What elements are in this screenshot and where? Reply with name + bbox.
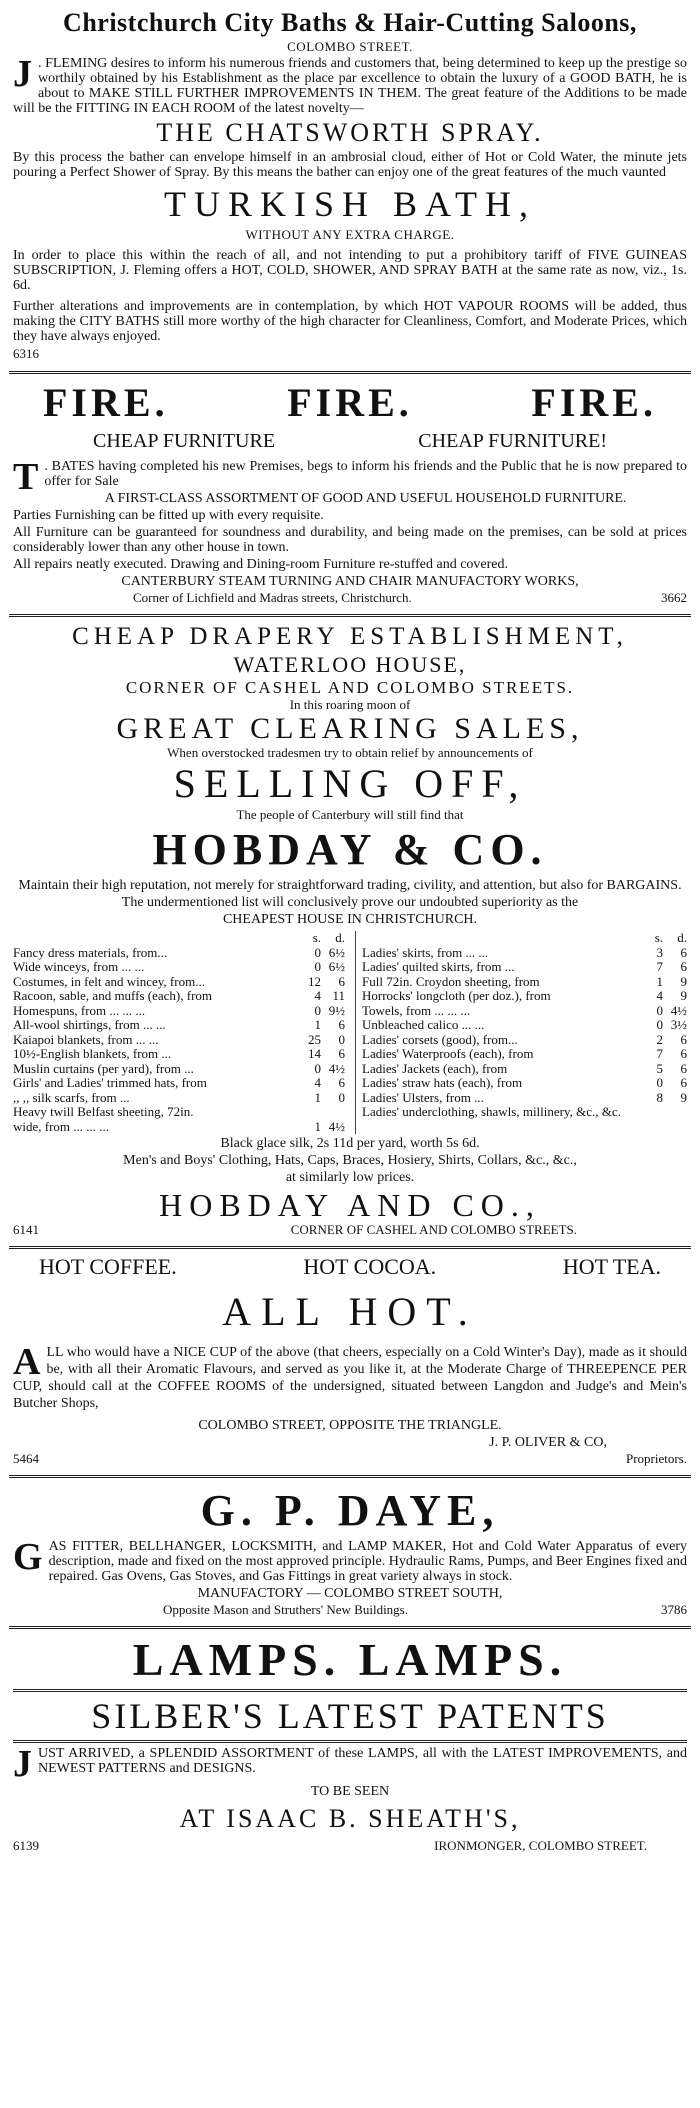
hobday-title: HOBDAY & CO. bbox=[152, 825, 548, 874]
price-pence: 6 bbox=[338, 1046, 345, 1061]
price-column-left bbox=[13, 931, 345, 1134]
similar-prices: at similarly low prices. bbox=[285, 1170, 415, 1185]
lamps-body: UST ARRIVED, a SPLENDID ASSORTMENT of these LAMPS, all with the LATEST IMPROVEMENTS, and NEWEST PATTERNS and DESIGNS. bbox=[38, 1746, 687, 1776]
price-item: Ladies' corsets (good), from... bbox=[362, 1032, 518, 1047]
to-be-seen: TO BE SEEN bbox=[310, 1784, 390, 1799]
price-list bbox=[13, 931, 687, 1134]
price-item: wide, from ... ... ... bbox=[13, 1119, 110, 1134]
price-shillings: 1 bbox=[314, 1017, 321, 1032]
lamps-dropcap: J bbox=[13, 1743, 32, 1785]
price-pence: 4½ bbox=[670, 1002, 687, 1018]
price-row bbox=[13, 1076, 345, 1091]
shillings-header: s. bbox=[312, 930, 321, 945]
price-row bbox=[13, 1062, 345, 1077]
price-item: Ladies' straw hats (each), from bbox=[362, 1076, 523, 1090]
price-shillings: 0 bbox=[314, 1060, 321, 1076]
drapery-title: CHEAP DRAPERY ESTABLISHMENT, bbox=[72, 623, 628, 650]
coffee-text bbox=[13, 1341, 687, 1412]
price-item: Fancy dress materials, from... bbox=[13, 945, 168, 960]
turkish-title: TURKISH BATH, bbox=[163, 184, 536, 224]
daye-advertisement bbox=[9, 1481, 691, 1623]
divider bbox=[9, 1475, 691, 1478]
sd-header bbox=[362, 931, 687, 946]
divider bbox=[9, 1626, 691, 1629]
coffee-proprietors: Proprietors. bbox=[625, 1451, 687, 1466]
newspaper-page bbox=[9, 0, 691, 1863]
isaac-sheath: AT ISAAC B. SHEATH'S, bbox=[179, 1804, 521, 1833]
spray-text: By this process the bather can envelope himself in an ambrosial cloud, either of Hot or Cold Water, the minute jets pouring a Perfect Shower of Spray. By this means the bather can enjoy one of the great features of the much vaunted bbox=[13, 150, 687, 180]
drapery-footer bbox=[13, 1223, 687, 1237]
fire-repairs: All repairs neatly executed. Drawing and Dining-room Furniture re-stuffed and covered. bbox=[13, 557, 509, 572]
price-pence: 0 bbox=[338, 1089, 345, 1105]
lamps-title: LAMPS. LAMPS. bbox=[132, 1634, 568, 1685]
price-shillings: 3 bbox=[656, 944, 663, 960]
price-shillings: 12 bbox=[308, 973, 321, 989]
overstocked-text: When overstocked tradesmen try to obtain relief by announcements of bbox=[167, 745, 533, 760]
price-row bbox=[362, 1004, 687, 1019]
daye-opposite: Opposite Mason and Struthers' New Buildings. bbox=[163, 1602, 408, 1617]
price-pence: 6 bbox=[680, 1046, 687, 1061]
price-row bbox=[13, 960, 345, 975]
price-item: Full 72in. Croydon sheeting, from bbox=[362, 974, 540, 989]
people-text: The people of Canterbury will still find that bbox=[236, 807, 464, 822]
price-row bbox=[362, 946, 687, 961]
price-shillings: 4 bbox=[314, 1075, 321, 1090]
price-pence: 9 bbox=[680, 973, 687, 989]
price-shillings: 1 bbox=[656, 973, 663, 989]
price-item: ,, ,, silk scarfs, from ... bbox=[13, 1090, 130, 1105]
price-item: Ladies' Jackets (each), from bbox=[362, 1061, 508, 1076]
price-shillings: 0 bbox=[314, 944, 321, 960]
price-item: Ladies' quilted skirts, from ... bbox=[362, 960, 515, 974]
price-pence: 6½ bbox=[328, 944, 345, 960]
daye-text bbox=[13, 1536, 687, 1584]
price-row bbox=[13, 1105, 345, 1120]
price-pence: 6 bbox=[680, 1060, 687, 1076]
price-shillings bbox=[641, 1105, 663, 1120]
price-shillings: 0 bbox=[314, 1002, 321, 1018]
price-item: Ladies' underclothing, shawls, millinery, &c., &c. bbox=[362, 1105, 621, 1119]
price-row bbox=[13, 1091, 345, 1106]
price-pence: 6 bbox=[680, 1031, 687, 1047]
lamps-footer bbox=[13, 1839, 687, 1853]
price-item: Costumes, in felt and wincey, from... bbox=[13, 974, 205, 989]
price-shillings: 14 bbox=[308, 1046, 321, 1061]
fire-furnishing: Parties Furnishing can be fitted up with every requisite. bbox=[13, 508, 324, 523]
hot-drinks-row bbox=[13, 1254, 687, 1280]
drapery-ref: 6141 bbox=[13, 1222, 39, 1237]
divider bbox=[13, 1740, 687, 1743]
divider bbox=[9, 1246, 691, 1249]
daye-ref: 3786 bbox=[661, 1602, 687, 1617]
daye-dropcap: G bbox=[13, 1536, 43, 1578]
drapery-corner: CORNER OF CASHEL AND COLOMBO STREETS. bbox=[125, 678, 575, 697]
shillings-header: s. bbox=[654, 930, 663, 945]
divider bbox=[9, 371, 691, 374]
price-shillings: 4 bbox=[656, 988, 663, 1003]
price-shillings: 8 bbox=[656, 1089, 663, 1105]
left-price-rows bbox=[13, 946, 345, 1135]
price-row bbox=[362, 975, 687, 990]
fire-words bbox=[13, 379, 687, 426]
price-pence: 6 bbox=[338, 1017, 345, 1032]
coffee-footer bbox=[13, 1452, 687, 1466]
price-pence: 9 bbox=[680, 988, 687, 1003]
place-text: In order to place this within the reach of all, and not intending to put a prohibitory tariff of FIVE GUINEAS SUBSCRIPTION, J. Fleming offers a HOT, COLD, SHOWER, AND SPRAY BATH at the same rate as now, viz., 1s. 6d. bbox=[13, 248, 687, 293]
baths-subtitle: COLOMBO STREET. bbox=[287, 39, 413, 54]
baths-dropcap: J bbox=[13, 53, 32, 95]
price-item: Homespuns, from ... ... ... bbox=[13, 1003, 146, 1018]
price-shillings: 25 bbox=[308, 1031, 321, 1047]
price-row bbox=[362, 1062, 687, 1077]
price-pence: 6 bbox=[338, 1075, 345, 1090]
fire-guarantee: All Furniture can be guaranteed for soundness and durability, and being made on the premises, can be sold at prices considerably lower than any other house in town. bbox=[13, 525, 687, 555]
price-item: Unbleached calico ... ... bbox=[362, 1018, 485, 1032]
hobday-footer-title: HOBDAY AND CO., bbox=[159, 1187, 541, 1223]
price-column-right bbox=[355, 931, 687, 1134]
sd-header bbox=[13, 931, 345, 946]
daye-title: G. P. DAYE, bbox=[200, 1486, 500, 1535]
price-pence: 6½ bbox=[328, 959, 345, 974]
fire-word: FIRE. bbox=[43, 380, 169, 425]
price-pence: 9½ bbox=[328, 1002, 345, 1018]
fire-intro-text: . BATES having completed his new Premises, begs to inform his friends and the Public that he is now prepared to offer for Sale bbox=[44, 459, 687, 489]
selling-off: SELLING OFF, bbox=[173, 761, 527, 806]
price-pence: 6 bbox=[680, 959, 687, 974]
price-pence: 3½ bbox=[670, 1017, 687, 1032]
coffee-advertisement bbox=[9, 1252, 691, 1472]
price-row bbox=[13, 1004, 345, 1019]
price-item: Racoon, sable, and muffs (each), from bbox=[13, 989, 213, 1003]
price-row bbox=[13, 975, 345, 990]
price-pence: 6 bbox=[338, 973, 345, 989]
price-shillings: 7 bbox=[656, 959, 663, 974]
fire-assortment: A FIRST-CLASS ASSORTMENT OF GOOD AND USEFUL HOUSEHOLD FURNITURE. bbox=[104, 491, 627, 506]
price-row bbox=[13, 1033, 345, 1048]
price-shillings: 1 bbox=[314, 1118, 321, 1134]
fire-advertisement bbox=[9, 377, 691, 611]
price-shillings: 7 bbox=[656, 1046, 663, 1061]
fire-corner: Corner of Lichfield and Madras streets, Christchurch. bbox=[133, 590, 412, 605]
baths-intro bbox=[13, 53, 687, 116]
cheap-furniture-label: CHEAP FURNITURE bbox=[93, 430, 276, 452]
maintain-text: Maintain their high reputation, not merely for straightforward trading, civility, and attention, but also for BARGAINS. bbox=[18, 878, 682, 893]
price-pence: 9 bbox=[680, 1089, 687, 1105]
great-clearing-sales: GREAT CLEARING SALES, bbox=[116, 712, 584, 745]
price-pence: 4½ bbox=[328, 1118, 345, 1134]
price-pence bbox=[663, 1105, 687, 1120]
baths-title: Christchurch City Baths & Hair-Cutting Saloons, bbox=[63, 8, 637, 37]
cheapest-house: CHEAPEST HOUSE IN CHRISTCHURCH. bbox=[222, 912, 478, 927]
price-row bbox=[362, 1047, 687, 1062]
price-row bbox=[13, 1120, 345, 1135]
price-row bbox=[362, 1018, 687, 1033]
price-item: Girls' and Ladies' trimmed hats, from bbox=[13, 1076, 207, 1090]
drapery-advertisement bbox=[9, 620, 691, 1243]
price-row bbox=[362, 1105, 687, 1120]
pence-header: d. bbox=[335, 930, 345, 945]
price-row bbox=[362, 1033, 687, 1048]
price-item: Wide winceys, from ... ... bbox=[13, 960, 145, 974]
coffee-firm: J. P. OLIVER & CO, bbox=[489, 1435, 607, 1450]
roaring-moon: In this roaring moon of bbox=[289, 697, 411, 712]
price-item: All-wool shirtings, from ... ... bbox=[13, 1018, 166, 1032]
hot-drink: HOT TEA. bbox=[562, 1254, 661, 1279]
hot-drink: HOT COCOA. bbox=[303, 1254, 437, 1279]
price-row bbox=[362, 989, 687, 1004]
price-shillings: 0 bbox=[656, 1002, 663, 1018]
price-pence: 4½ bbox=[328, 1060, 345, 1076]
price-item: Kaiapoi blankets, from ... ... bbox=[13, 1032, 159, 1047]
price-item: Horrocks' longcloth (per doz.), from bbox=[362, 989, 551, 1003]
fire-works: CANTERBURY STEAM TURNING AND CHAIR MANUFACTORY WORKS, bbox=[121, 574, 579, 589]
silber-title: SILBER'S LATEST PATENTS bbox=[91, 1696, 609, 1736]
price-item: Heavy twill Belfast sheeting, 72in. bbox=[13, 1105, 194, 1119]
coffee-body: LL who would have a NICE CUP of the above (that cheers, especially on a Cold Winter's Day), made as it should be, with all their Aromatic Flavours, and served as you like it, at the Moderate Charge of THREEPENCE PER CUP, should call at the COFFEE ROOMS of the undersigned, situated between Langdon and Judge's and Mein's Butcher Shops, bbox=[13, 1345, 687, 1411]
price-shillings bbox=[299, 1105, 321, 1120]
price-row bbox=[362, 960, 687, 975]
price-shillings: 0 bbox=[656, 1075, 663, 1090]
fire-word: FIRE. bbox=[531, 380, 657, 425]
fire-footer bbox=[13, 591, 687, 605]
daye-manufactory: MANUFACTORY — COLOMBO STREET SOUTH, bbox=[197, 1586, 503, 1601]
drapery-footer-corner: CORNER OF CASHEL AND COLOMBO STREETS. bbox=[290, 1222, 577, 1237]
undermentioned-text: The undermentioned list will conclusively prove our undoubted superiority as the bbox=[121, 895, 579, 910]
lamps-advertisement bbox=[9, 1632, 691, 1859]
black-glace: Black glace silk, 2s 11d per yard, worth 5s 6d. bbox=[220, 1136, 480, 1151]
price-shillings: 5 bbox=[656, 1060, 663, 1076]
price-pence: 11 bbox=[332, 988, 345, 1003]
further-text: Further alterations and improvements are in contemplation, by which HOT VAPOUR ROOMS will be added, thus making the CITY BATHS still more worthy of the high character for Cleanliness, Comfort, and Moderate Prices, which they have always enjoyed. bbox=[13, 299, 687, 344]
price-pence: 6 bbox=[680, 944, 687, 960]
price-row bbox=[13, 989, 345, 1004]
baths-ref: 6316 bbox=[13, 346, 39, 361]
turkish-subtitle: WITHOUT ANY EXTRA CHARGE. bbox=[245, 227, 455, 242]
coffee-dropcap: A bbox=[13, 1341, 41, 1383]
coffee-address: COLOMBO STREET, OPPOSITE THE TRIANGLE. bbox=[198, 1418, 502, 1433]
price-shillings: 4 bbox=[314, 988, 321, 1003]
daye-body: AS FITTER, BELLHANGER, LOCKSMITH, and LAMP MAKER, Hot and Cold Water Apparatus of every description, made and fixed on the most approved principle. Hydraulic Rams, Pumps, and Beer Engines fixed and repaired. Gas Ovens, Gas Stoves, and Gas Fittings in great variety always in stock. bbox=[48, 1539, 687, 1584]
price-shillings: 1 bbox=[314, 1089, 321, 1105]
baths-intro-text: . FLEMING desires to inform his numerous friends and customers that, being determined to keep up the prestige so worthily obtained by his Establishment as the place par excellence to obtain the luxury of a GOOD BATH, he is about to MAKE STILL FURTHER IMPROVEMENTS IN THEM. The great feature of the Additions to be made will be the FITTING IN EACH ROOM of the latest novelty— bbox=[13, 56, 687, 116]
price-row bbox=[13, 946, 345, 961]
price-item: Ladies' Waterproofs (each), from bbox=[362, 1047, 534, 1061]
price-item: Muslin curtains (per yard), from ... bbox=[13, 1061, 194, 1076]
fire-word: FIRE. bbox=[287, 380, 413, 425]
fire-dropcap: T bbox=[13, 456, 39, 498]
lamps-text bbox=[13, 1743, 687, 1785]
pence-header: d. bbox=[677, 930, 687, 945]
price-pence: 6 bbox=[680, 1075, 687, 1090]
price-item: 10½-English blankets, from ... bbox=[13, 1047, 172, 1061]
mens-clothing: Men's and Boys' Clothing, Hats, Caps, Braces, Hosiery, Shirts, Collars, &c., &c., bbox=[123, 1153, 577, 1168]
cheap-furniture-row bbox=[13, 430, 687, 453]
lamps-ironmonger: IRONMONGER, COLOMBO STREET. bbox=[434, 1838, 647, 1853]
fire-ref: 3662 bbox=[661, 590, 687, 605]
right-price-rows bbox=[362, 946, 687, 1120]
price-shillings: 2 bbox=[656, 1031, 663, 1047]
coffee-ref: 5464 bbox=[13, 1451, 39, 1466]
price-row bbox=[362, 1091, 687, 1106]
price-item: Towels, from ... ... ... bbox=[362, 1003, 471, 1018]
divider bbox=[13, 1689, 687, 1692]
fire-intro bbox=[13, 456, 687, 498]
divider bbox=[9, 614, 691, 617]
waterloo-house: WATERLOO HOUSE, bbox=[233, 652, 467, 677]
hot-drink: HOT COFFEE. bbox=[39, 1254, 177, 1279]
price-item: Ladies' Ulsters, from ... bbox=[362, 1090, 484, 1105]
daye-footer bbox=[13, 1603, 687, 1617]
all-hot-title: ALL HOT. bbox=[222, 1289, 478, 1334]
lamps-ref: 6139 bbox=[13, 1838, 39, 1853]
price-item: Ladies' skirts, from ... ... bbox=[362, 945, 489, 960]
price-shillings: 0 bbox=[656, 1017, 663, 1032]
price-shillings: 0 bbox=[314, 959, 321, 974]
baths-advertisement bbox=[9, 4, 691, 368]
price-row bbox=[13, 1047, 345, 1062]
price-pence bbox=[321, 1105, 345, 1120]
price-row bbox=[362, 1076, 687, 1091]
spray-title: THE CHATSWORTH SPRAY. bbox=[156, 118, 544, 147]
cheap-furniture-label: CHEAP FURNITURE! bbox=[418, 430, 607, 452]
price-pence: 0 bbox=[338, 1031, 345, 1047]
price-row bbox=[13, 1018, 345, 1033]
